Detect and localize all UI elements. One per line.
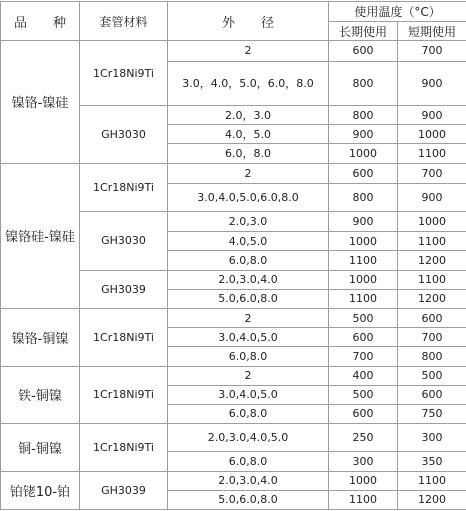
material-cell: 1Cr18Ni9Ti [80,41,168,106]
short-term-cell: 1100 [398,270,466,289]
diameter-cell: 3.0,4.0,5.0,6.0,8.0 [168,183,329,211]
long-term-cell: 600 [329,404,398,423]
long-term-header: 长期使用 [329,22,398,41]
short-term-cell: 350 [398,452,466,471]
long-term-cell: 900 [329,212,398,232]
short-term-cell: 700 [398,328,466,347]
diameter-cell: 3.0,4.0,5.0 [168,328,329,347]
short-term-cell: 900 [398,105,466,124]
long-term-cell: 1100 [329,251,398,270]
long-term-cell: 800 [329,61,398,105]
short-term-cell: 1200 [398,289,466,308]
short-term-cell: 700 [398,41,466,61]
diameter-cell: 6.0,8.0 [168,347,329,366]
long-term-cell: 1000 [329,144,398,163]
long-term-cell: 250 [329,424,398,452]
diameter-cell: 3.0，4.0，5.0，6.0，8.0 [168,61,329,105]
long-term-cell: 1000 [329,471,398,490]
diameter-cell: 2.0，3.0 [168,105,329,124]
diameter-cell: 5.0,6.0,8.0 [168,289,329,308]
variety-cell: 铜-铜镍 [1,424,80,471]
short-term-cell: 1100 [398,471,466,490]
long-term-cell: 800 [329,183,398,211]
short-term-cell: 1100 [398,232,466,251]
diameter-cell: 2 [168,366,329,385]
long-term-cell: 1000 [329,270,398,289]
diameter-cell: 5.0,6.0,8.0 [168,490,329,509]
short-term-cell: 750 [398,404,466,423]
diameter-cell: 2 [168,308,329,327]
material-cell: 1Cr18Ni9Ti [80,163,168,211]
long-term-cell: 500 [329,308,398,327]
outer-diameter-header: 外 径 [168,2,329,41]
material-cell: 1Cr18Ni9Ti [80,366,168,424]
long-term-cell: 1000 [329,232,398,251]
diameter-cell: 2.0,3.0 [168,212,329,232]
short-term-cell: 800 [398,347,466,366]
short-term-cell: 1000 [398,212,466,232]
long-term-cell: 800 [329,105,398,124]
material-cell: GH3039 [80,270,168,308]
diameter-cell: 6.0,8.0 [168,452,329,471]
table-row [1,41,466,61]
short-term-cell: 300 [398,424,466,452]
diameter-cell: 4.0,5.0 [168,232,329,251]
variety-cell: 镍铬-镍硅 [1,41,80,163]
long-term-cell: 600 [329,328,398,347]
diameter-cell: 6.0,8.0 [168,404,329,423]
diameter-cell: 2.0,3.0,4.0 [168,270,329,289]
diameter-cell: 6.0，8.0 [168,144,329,163]
material-cell: 1Cr18Ni9Ti [80,308,168,366]
table-row [1,471,466,490]
long-term-cell: 1100 [329,490,398,509]
short-term-cell: 900 [398,183,466,211]
table-row [1,308,466,327]
variety-cell: 铂铑10-铂 [1,471,80,509]
variety-cell: 铁-铜镍 [1,366,80,424]
variety-cell: 镍铬-铜镍 [1,308,80,366]
header-row [1,2,466,22]
table-row [1,424,466,452]
long-term-cell: 600 [329,163,398,183]
short-term-cell: 700 [398,163,466,183]
long-term-cell: 900 [329,125,398,144]
material-cell: GH3039 [80,471,168,509]
diameter-cell: 4.0，5.0 [168,125,329,144]
short-term-header: 短期使用 [398,22,466,41]
long-term-cell: 600 [329,41,398,61]
diameter-cell: 2 [168,163,329,183]
short-term-cell: 900 [398,61,466,105]
material-cell: 1Cr18Ni9Ti [80,424,168,471]
material-cell: GH3030 [80,212,168,271]
diameter-cell: 3.0,4.0,5.0 [168,385,329,404]
tube-material-header: 套管材料 [80,2,168,41]
table-row [1,163,466,183]
short-term-cell: 1000 [398,125,466,144]
table-row [1,366,466,385]
variety-header: 品 种 [1,2,80,41]
material-cell: GH3030 [80,105,168,163]
long-term-cell: 300 [329,452,398,471]
temperature-header: 使用温度（°C） [329,2,466,22]
diameter-cell: 2.0,3.0,4.0,5.0 [168,424,329,452]
long-term-cell: 400 [329,366,398,385]
short-term-cell: 1200 [398,490,466,509]
short-term-cell: 1100 [398,144,466,163]
long-term-cell: 500 [329,385,398,404]
long-term-cell: 700 [329,347,398,366]
short-term-cell: 500 [398,366,466,385]
diameter-cell: 6.0,8.0 [168,251,329,270]
short-term-cell: 1200 [398,251,466,270]
diameter-cell: 2 [168,41,329,61]
short-term-cell: 600 [398,308,466,327]
variety-cell: 镍铬硅-镍硅 [1,163,80,308]
short-term-cell: 600 [398,385,466,404]
long-term-cell: 1100 [329,289,398,308]
thermocouple-spec-table [0,1,466,510]
diameter-cell: 2.0,3.0,4.0 [168,471,329,490]
